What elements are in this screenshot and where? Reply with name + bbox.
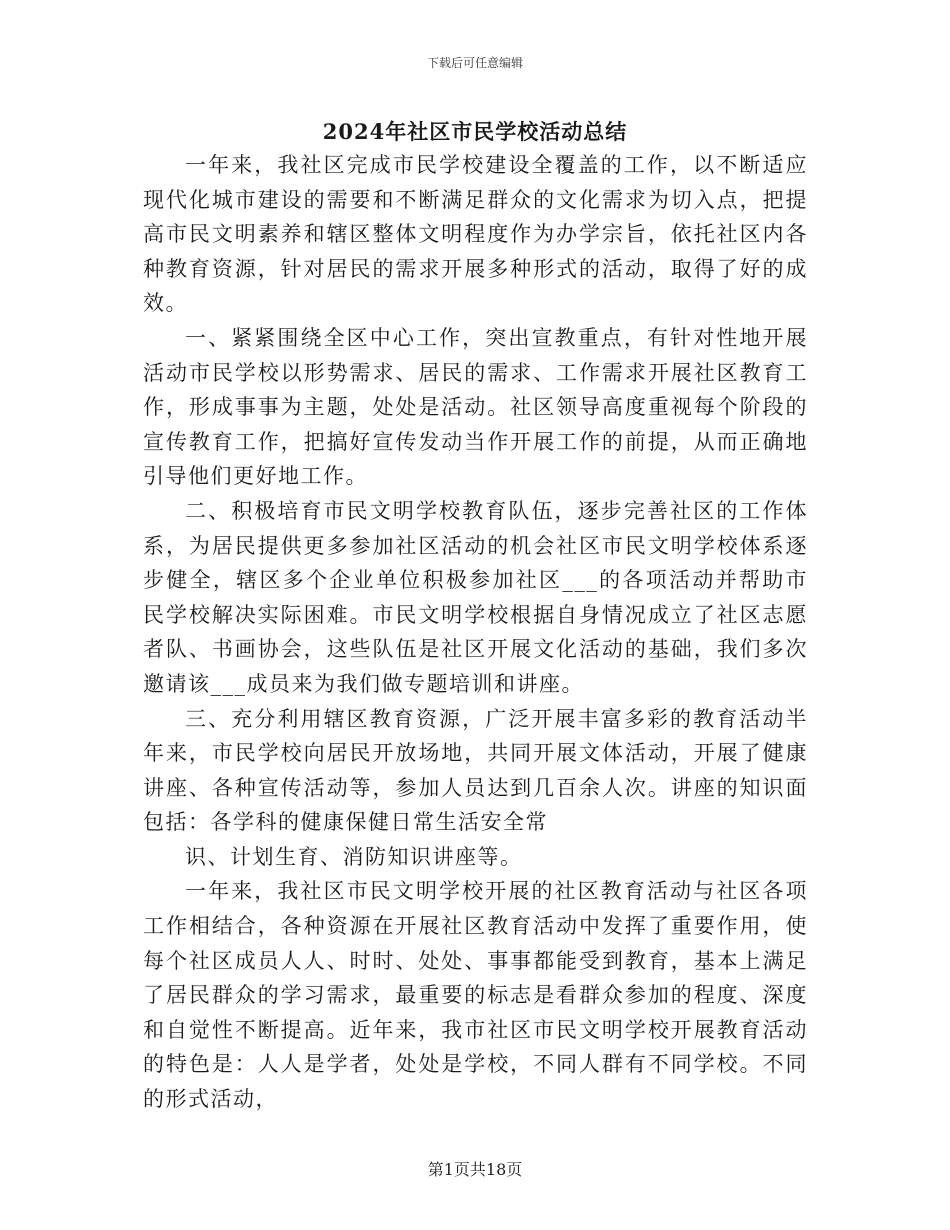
header-note: 下载后可任意编辑 (426, 56, 523, 70)
paragraph-section-3: 三、充分利用辖区教育资源，广泛开展丰富多彩的教育活动半年来，市民学校向居民开放场地，共同开展文体活动，开展了健康讲座、各种宣传活动等，参加人员达到几百余人次。讲座的知识面包括：各学科的健康保健日常生活安全常 (143, 706, 808, 835)
page-number: 第1页共18页 (427, 1160, 523, 1179)
document-title: 2024年社区市民学校活动总结 (322, 119, 628, 144)
paragraph-section-1: 一、紧紧围绕全区中心工作，突出宣教重点，有针对性地开展活动市民学校以形势需求、居民的需求、工作需求开展社区教育工作，形成事事为主题，处处是活动。社区领导高度重视每个阶段的宣传教育工作，把搞好宣传发动当作开展工作的前提，从而正确地引导他们更好地工作。 (143, 325, 808, 489)
paragraph-summary: 一年来，我社区市民文明学校开展的社区教育活动与社区各项工作相结合，各种资源在开展社区教育活动中发挥了重要作用，使每个社区成员人人、时时、处处、事事都能受到教育，基本上满足了居民群众的学习需求，最重要的标志是看群众参加的程度、深度和自觉性不断提高。近年来，我市社区市民文明学校开展教育活动的特色是：人人是学者，处处是学校，不同人群有不同学校。不同的形式活动， (143, 879, 808, 1112)
paragraph-intro: 一年来，我社区完成市民学校建设全覆盖的工作，以不断适应现代化城市建设的需要和不断满足群众的文化需求为切入点，把提高市民文明素养和辖区整体文明程度作为办学宗旨，依托社区内各种教育资源，针对居民的需求开展多种形式的活动，取得了好的成效。 (143, 153, 808, 316)
paragraph-section-3-continued: 识、计划生育、消防知识讲座等。 (185, 844, 523, 869)
paragraph-section-2: 二、积极培育市民文明学校教育队伍，逐步完善社区的工作体系，为居民提供更多参加社区活动的机会社区市民文明学校体系逐步健全，辖区多个企业单位积极参加社区___的各项活动并帮助市民学校解决实际困难。市民文明学校根据自身情况成立了社区志愿者队、书画协会，这些队伍是社区开展文化活动的基础，我们多次邀请该___成员来为我们做专题培训和讲座。 (143, 498, 808, 696)
document-body (143, 148, 808, 1117)
